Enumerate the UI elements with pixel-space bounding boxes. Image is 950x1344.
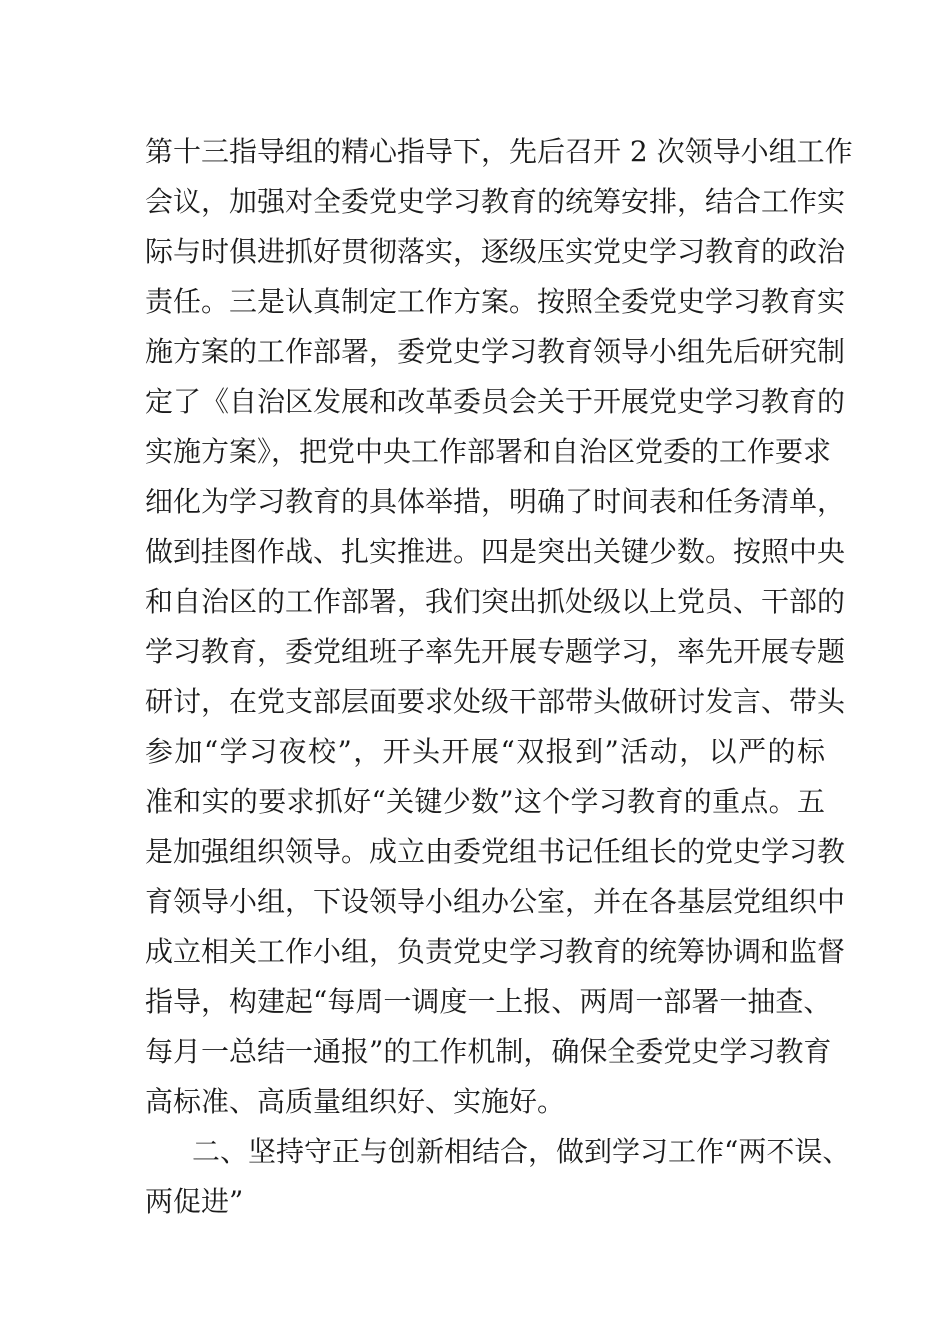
paragraph-line: 定了《自治区发展和改革委员会关于开展党史学习教育的 <box>145 385 846 418</box>
paragraph-line: 和自治区的工作部署，我们突出抓处级以上党员、干部的 <box>145 585 846 618</box>
paragraph-line: 细化为学习教育的具体举措，明确了时间表和任务清单， <box>145 485 846 518</box>
paragraph-line: 每月一总结一通报”的工作机制，确保全委党史学习教育 <box>145 1035 832 1068</box>
paragraph-line: 责任。三是认真制定工作方案。按照全委党史学习教育实 <box>145 285 846 318</box>
paragraph-line: 是加强组织领导。成立由委党组书记任组长的党史学习教 <box>145 835 846 868</box>
paragraph-line: 参加“学习夜校”，开头开展“双报到”活动，以严的标 <box>145 735 825 768</box>
paragraph-line: 学习教育，委党组班子率先开展专题学习，率先开展专题 <box>145 635 846 668</box>
section-heading-line: 两促进” <box>145 1185 244 1218</box>
section-heading-line: 二、坚持守正与创新相结合，做到学习工作“两不误、 <box>192 1135 851 1168</box>
paragraph-line: 育领导小组，下设领导小组办公室，并在各基层党组织中 <box>145 885 846 918</box>
paragraph-line: 会议，加强对全委党史学习教育的统筹安排，结合工作实 <box>145 185 846 218</box>
paragraph-line: 第十三指导组的精心指导下，先后召开 2 次领导小组工作 <box>145 135 853 168</box>
paragraph-line: 实施方案》，把党中央工作部署和自治区党委的工作要求 <box>145 435 832 468</box>
paragraph-line: 研讨，在党支部层面要求处级干部带头做研讨发言、带头 <box>145 685 846 718</box>
paragraph-line: 高标准、高质量组织好、实施好。 <box>145 1085 566 1118</box>
paragraph-line: 成立相关工作小组，负责党史学习教育的统筹协调和监督 <box>145 935 846 968</box>
paragraph-line: 施方案的工作部署，委党史学习教育领导小组先后研究制 <box>145 335 846 368</box>
paragraph-line: 准和实的要求抓好“关键少数”这个学习教育的重点。五 <box>145 785 825 818</box>
paragraph-line: 指导，构建起“每周一调度一上报、两周一部署一抽查、 <box>145 985 832 1018</box>
paragraph-line: 际与时俱进抓好贯彻落实，逐级压实党史学习教育的政治 <box>145 235 846 268</box>
paragraph-line: 做到挂图作战、扎实推进。四是突出关键少数。按照中央 <box>145 535 846 568</box>
